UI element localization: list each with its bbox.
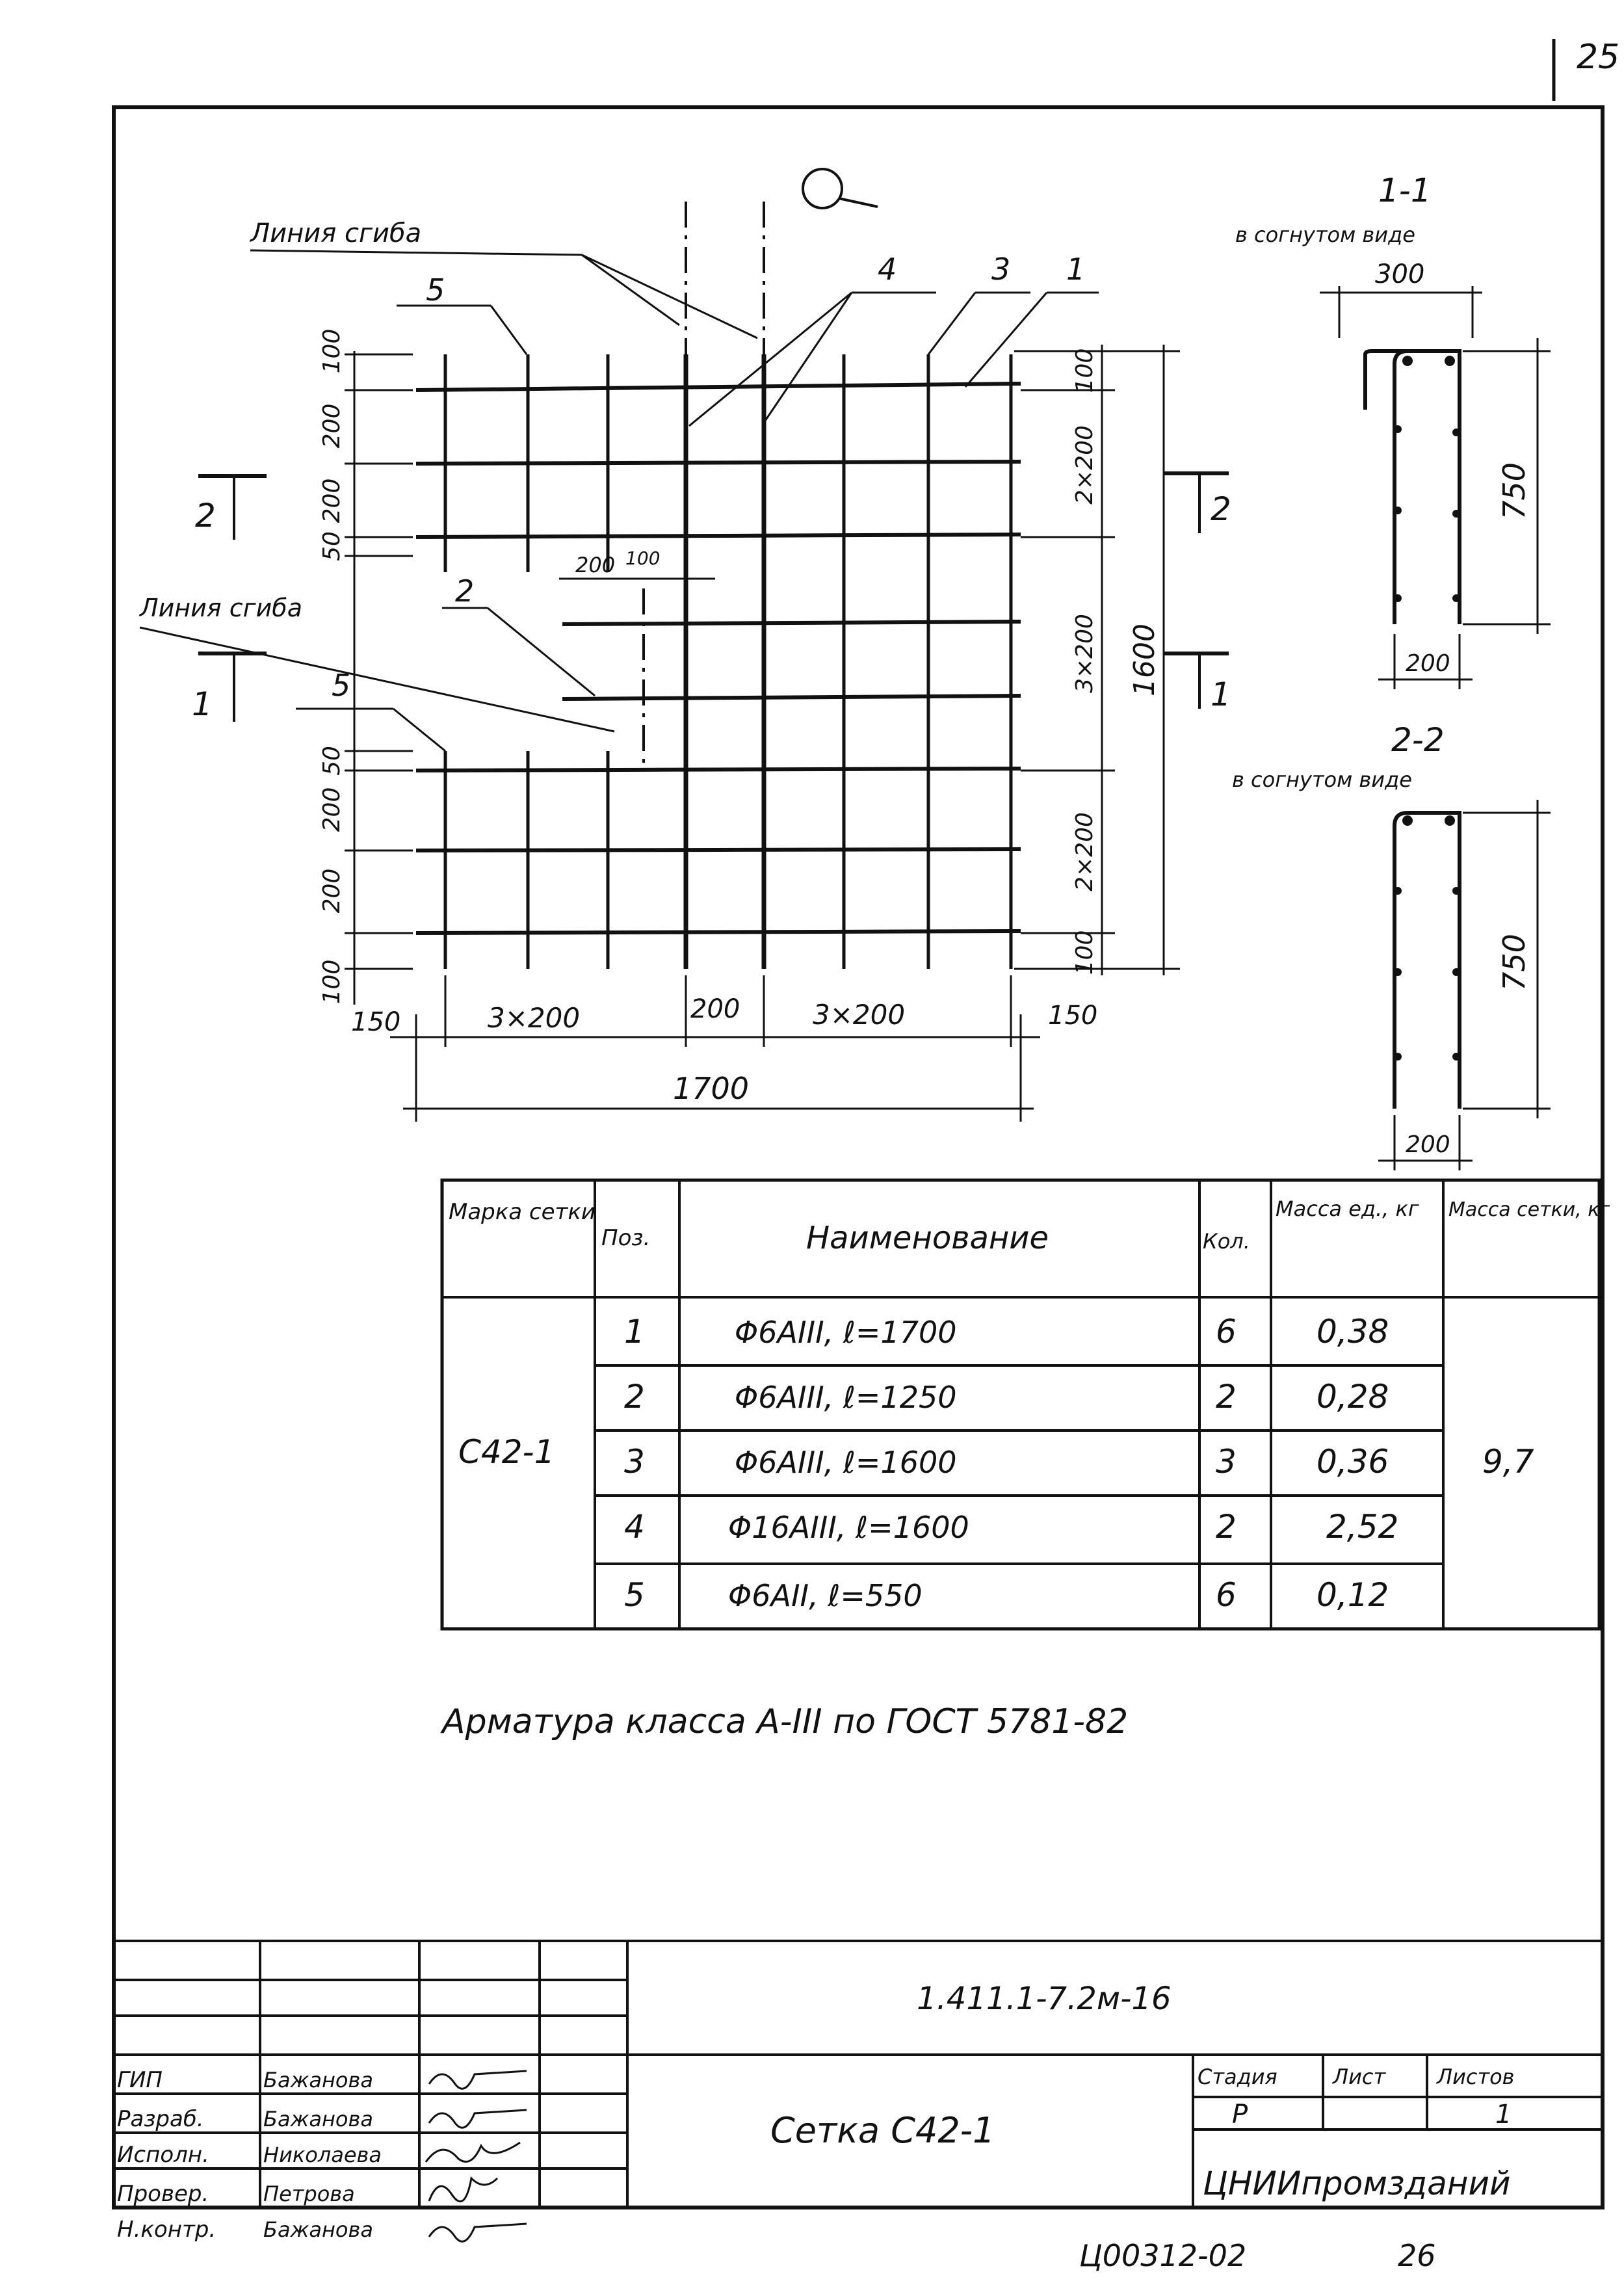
dim-bottom-5: 150 (1048, 1001, 1098, 1031)
section-2-subtitle: в согнутом виде (1232, 767, 1412, 792)
header-mark: Марка сетки (449, 1199, 596, 1225)
row-2-pos: 2 (624, 1378, 645, 1416)
section-2-profile (1395, 813, 1460, 1109)
dim-bottom-1: 150 (351, 1007, 401, 1037)
leader (582, 255, 679, 325)
row-5-pos: 5 (624, 1576, 645, 1614)
mesh-mark: С42-1 (458, 1433, 555, 1471)
dim-left-3: 200 (319, 478, 345, 523)
dim-left-7: 200 (319, 868, 345, 914)
dim-left-1: 100 (319, 328, 345, 374)
name-developer: Бажанова (263, 2107, 373, 2131)
stage-label: Стадия (1198, 2064, 1277, 2089)
callout-leader (689, 293, 852, 426)
dim-left-4: 50 (319, 531, 345, 561)
mesh-total-mass: 9,7 (1482, 1443, 1534, 1481)
section-mark-2-left: 2 (195, 497, 216, 534)
longitudinal-bar (562, 622, 1021, 624)
row-4-mass: 2,52 (1326, 1508, 1399, 1546)
callout-pos-1: 1 (1066, 252, 1086, 287)
row-4-name: Φ16AIII, ℓ=1600 (728, 1510, 969, 1545)
sheets-value: 1 (1495, 2100, 1512, 2129)
name-checker: Петрова (263, 2182, 355, 2206)
callout-leader (491, 306, 527, 354)
section-1-height: 750 (1497, 462, 1532, 520)
bend-line-label-mid: Линия сгиба (140, 594, 303, 622)
dim-bottom-2: 3×200 (488, 1002, 581, 1034)
header-name: Наименование (806, 1220, 1049, 1256)
name-gip: Бажанова (263, 2068, 373, 2092)
title-block (114, 1941, 1603, 2243)
section-1-width-top: 300 (1375, 259, 1425, 289)
section-mark-1-left: 1 (192, 685, 213, 723)
section-1-title: 1-1 (1378, 172, 1432, 209)
dim-height-total: 1600 (1128, 624, 1161, 696)
name-norm-control: Бажанова (263, 2217, 373, 2242)
row-1-mass: 0,38 (1316, 1313, 1389, 1351)
dim-left-2: 200 (319, 403, 345, 449)
row-4-qty: 2 (1216, 1508, 1237, 1546)
dim-right-4: 2×200 (1071, 812, 1098, 891)
row-3-pos: 3 (624, 1443, 645, 1481)
dim-insert-1: 200 (575, 553, 616, 577)
section-1-width-bottom: 200 (1406, 650, 1450, 677)
view-arrow (839, 198, 878, 207)
dim-right-5: 100 (1071, 930, 1098, 975)
section-2-title: 2-2 (1391, 721, 1445, 759)
callout-pos-5-bottom: 5 (332, 668, 351, 703)
header-qty: Кол. (1203, 1229, 1250, 1254)
callout-leader (488, 608, 595, 696)
dim-width-total: 1700 (673, 1071, 750, 1106)
section-2-height: 750 (1497, 934, 1532, 991)
role-executor: Исполн. (117, 2142, 209, 2168)
callout-pos-3: 3 (991, 252, 1011, 287)
reinforcement-note: Арматура класса А-III по ГОСТ 5781-82 (442, 1702, 1129, 1741)
name-executor: Николаева (263, 2143, 382, 2167)
dim-bottom-4: 3×200 (813, 999, 906, 1031)
bend-line-label-top: Линия сгиба (250, 218, 422, 248)
row-1-pos: 1 (624, 1313, 645, 1351)
section-1-profile (1395, 351, 1460, 624)
section-1-subtitle: в согнутом виде (1235, 222, 1415, 247)
doc-code: 1.411.1-7.2м-16 (917, 1981, 1172, 2017)
role-gip: ГИП (117, 2067, 163, 2093)
row-3-qty: 3 (1216, 1443, 1237, 1481)
row-1-name: Φ6AIII, ℓ=1700 (735, 1315, 957, 1350)
section-1-1 (1235, 172, 1551, 689)
stage-value: Р (1232, 2100, 1248, 2129)
dim-right-3: 3×200 (1071, 614, 1098, 693)
row-2-name: Φ6AIII, ℓ=1250 (735, 1380, 957, 1415)
section-1-bar-dots (1394, 356, 1460, 602)
callout-leader (965, 293, 1047, 387)
view-marker (803, 169, 842, 208)
role-norm-control: Н.контр. (117, 2217, 216, 2243)
footer-page: 26 (1398, 2238, 1436, 2273)
signatures (426, 2071, 527, 2241)
section-mark-1-right: 1 (1211, 676, 1231, 713)
role-developer: Разраб. (117, 2106, 204, 2132)
leader (582, 255, 757, 338)
footer-code: Ц00312-02 (1079, 2238, 1247, 2273)
section-2-2 (1232, 721, 1551, 1170)
callout-leader (928, 293, 975, 354)
sheet-number: 25 (1577, 38, 1620, 77)
organization: ЦНИИпромзданий (1203, 2165, 1511, 2202)
dim-left-5: 50 (319, 746, 345, 776)
dim-insert-2: 100 (625, 547, 661, 569)
sheet-label: Лист (1333, 2064, 1386, 2089)
longitudinal-bar (562, 696, 1021, 699)
dim-left-6: 200 (319, 787, 345, 832)
sheet-title: Сетка С42-1 (770, 2110, 995, 2151)
sheets-label: Листов (1437, 2064, 1515, 2089)
callout-pos-4: 4 (878, 252, 897, 287)
role-checker: Провер. (117, 2181, 209, 2207)
mesh-plan (138, 169, 1231, 1122)
leader (250, 250, 582, 255)
row-5-qty: 6 (1216, 1576, 1237, 1614)
row-5-mass: 0,12 (1316, 1576, 1389, 1614)
row-2-qty: 2 (1216, 1378, 1237, 1416)
row-3-mass: 0,36 (1316, 1443, 1389, 1481)
dim-bottom-3: 200 (690, 994, 740, 1024)
callout-leader (393, 709, 445, 751)
row-2-mass: 0,28 (1316, 1378, 1389, 1416)
section-2-width-bottom: 200 (1406, 1131, 1450, 1158)
section-mark-2-right: 2 (1211, 490, 1231, 528)
row-3-name: Φ6AIII, ℓ=1600 (735, 1445, 957, 1480)
dim-right-1: 100 (1071, 348, 1098, 393)
header-unit-mass: Масса ед., кг (1276, 1196, 1419, 1221)
spec-table (442, 1180, 1610, 1629)
dim-right-2: 2×200 (1071, 425, 1098, 505)
callout-pos-2: 2 (455, 574, 475, 609)
dim-left-8: 100 (319, 959, 345, 1005)
callout-leader (764, 293, 852, 423)
header-total-mass: Масса сетки, кг (1448, 1198, 1610, 1221)
section-2-bar-dots (1394, 815, 1460, 1061)
header-pos: Поз. (601, 1225, 651, 1251)
row-5-name: Φ6AII, ℓ=550 (728, 1578, 923, 1613)
row-1-qty: 6 (1216, 1313, 1237, 1351)
row-4-pos: 4 (624, 1508, 645, 1546)
callout-pos-5-top: 5 (426, 272, 445, 308)
